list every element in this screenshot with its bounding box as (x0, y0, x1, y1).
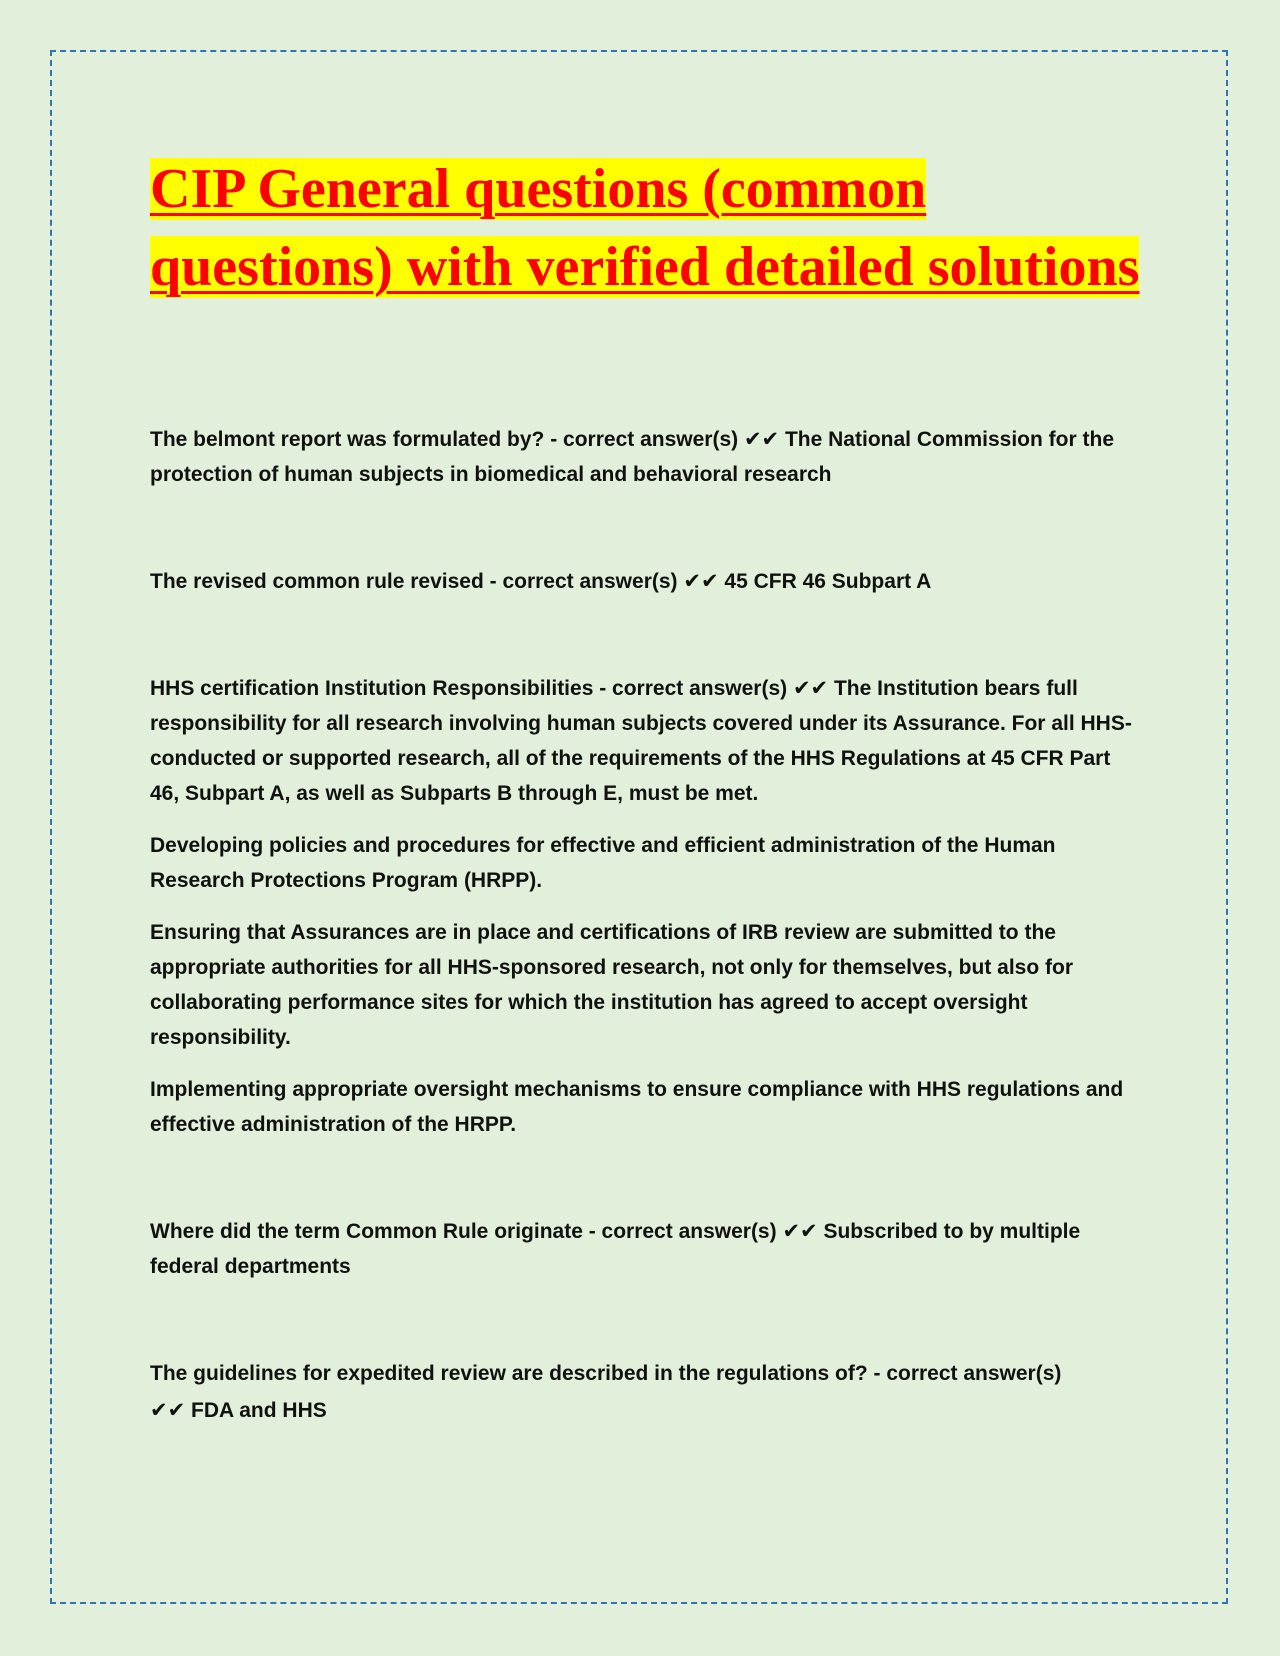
qa-expedited-review (150, 1356, 1140, 1428)
hhs-paragraph-assurances: Ensuring that Assurances are in place and certifications of IRB review are submitted to the appropriate authorities for all HHS-sponsored research, not only for themselves, but also for collaborating performance sites for which the institution has agreed to accept oversight responsibility. (150, 921, 1074, 1049)
qa-expedited-review-question: The guidelines for expedited review are described in the regulations of? - correct answer(s) (150, 1362, 1062, 1385)
title-highlight: CIP General questions (common questions) with verified detailed solutions (150, 158, 1140, 298)
qa-expedited-review-answer: ✔✔ FDA and HHS (150, 1399, 327, 1422)
qa-belmont-report: The belmont report was formulated by? - correct answer(s) ✔✔ The National Commission for the protection of human subjects in biomedical and behavioral research (150, 428, 1115, 486)
qa-hhs-certification: HHS certification Institution Responsibilities - correct answer(s) ✔✔ The Institution bears full responsibility for all research involving human subjects covered under its Assurance. For all HHS-conducted or supported research, all of the requirements of the HHS Regulations at 45 CFR Part 46, Subpart A, as well as Subparts B through E, must be met. (150, 677, 1132, 805)
document-title (150, 150, 1140, 306)
qa-revised-common-rule: The revised common rule revised - correct answer(s) ✔✔ 45 CFR 46 Subpart A (150, 570, 932, 593)
document-content (150, 150, 1140, 1428)
hhs-paragraph-oversight: Implementing appropriate oversight mechanisms to ensure compliance with HHS regulations and effective administration of the HRPP. (150, 1078, 1124, 1136)
qa-common-rule-origin: Where did the term Common Rule originate - correct answer(s) ✔✔ Subscribed to by multiple federal departments (150, 1220, 1081, 1278)
hhs-paragraph-policies: Developing policies and procedures for effective and efficient administration of the Human Research Protections Program (HRPP). (150, 834, 1056, 892)
